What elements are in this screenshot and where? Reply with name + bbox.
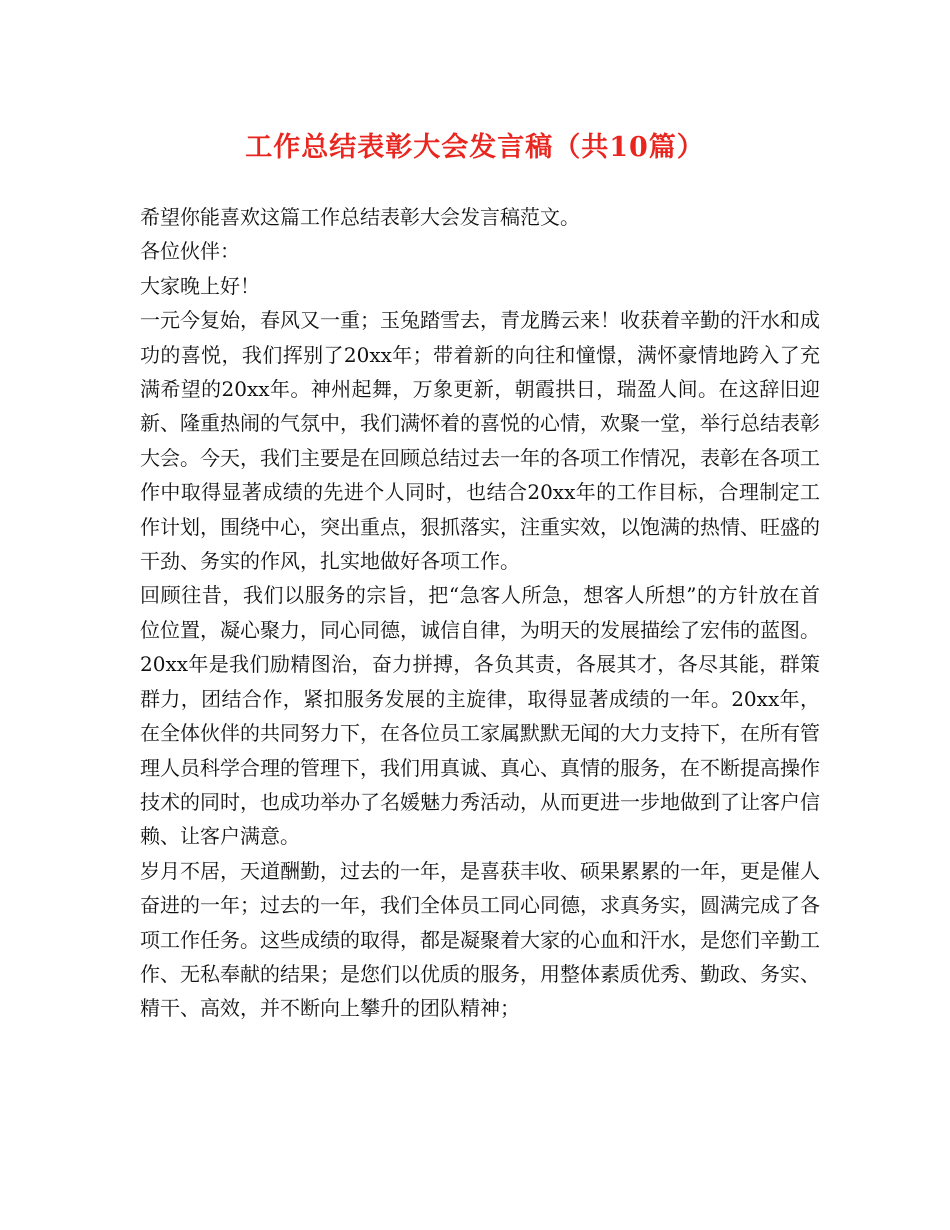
- paragraph-intro: 希望你能喜欢这篇工作总结表彰大会发言稿范文。: [140, 205, 580, 229]
- paragraph-review: 回顾往昔，我们以服务的宗旨，把“急客人所急，想客人所想”的方针放在首位位置，凝心聚力，同心同德，诚信自律，为明天的发展描绘了宏伟的蓝图。20xx年是我们励精图治，奋力拼搏，各负其责，各展其才，各尽其能，群策群力，团结合作，紧扣服务发展的主旋律，取得显著成绩的一年。20xx年，在全体伙伴的共同努力下，在各位员工家属默默无闻的大力支持下，在所有管理人员科学合理的管理下，我们用真诚、真心、真情的服务，在不断提高操作技术的同时，也成功举办了名媛魅力秀活动，从而更进一步地做到了让客户信赖、让客户满意。: [140, 583, 820, 849]
- document-body: [140, 200, 820, 1026]
- document-title: 工作总结表彰大会发言稿（共10篇）: [245, 132, 705, 163]
- paragraph-new-year: 一元今复始，春风又一重；玉兔踏雪去，青龙腾云来！收获着辛勤的汗水和成功的喜悦，我们挥别了20xx年；带着新的向往和憧憬，满怀豪情地跨入了充满希望的20xx年。神州起舞，万象更新，朝霞拱日，瑞盈人间。在这辞旧迎新、隆重热闹的气氛中，我们满怀着的喜悦的心情，欢聚一堂，举行总结表彰大会。今天，我们主要是在回顾总结过去一年的各项工作情况，表彰在各项工作中取得显著成绩的先进个人同时，也结合20xx年的工作目标，合理制定工作计划，围绕中心，突出重点，狠抓落实，注重实效，以饱满的热情、旺盛的干劲、务实的作风，扎实地做好各项工作。: [140, 308, 820, 574]
- paragraph-salutation: 各位伙伴：: [140, 239, 240, 264]
- paragraph-greeting: 大家晚上好！: [140, 273, 260, 298]
- paragraph-achievements: 岁月不居，天道酬勤，过去的一年，是喜获丰收、硕果累累的一年，更是催人奋进的一年；过去的一年，我们全体员工同心同德，求真务实，圆满完成了各项工作任务。这些成绩的取得，都是凝聚着大家的心血和汗水，是您们辛勤工作、无私奉献的结果；是您们以优质的服务，用整体素质优秀、勤政、务实、精干、高效，并不断向上攀升的团队精神；: [140, 858, 820, 1021]
